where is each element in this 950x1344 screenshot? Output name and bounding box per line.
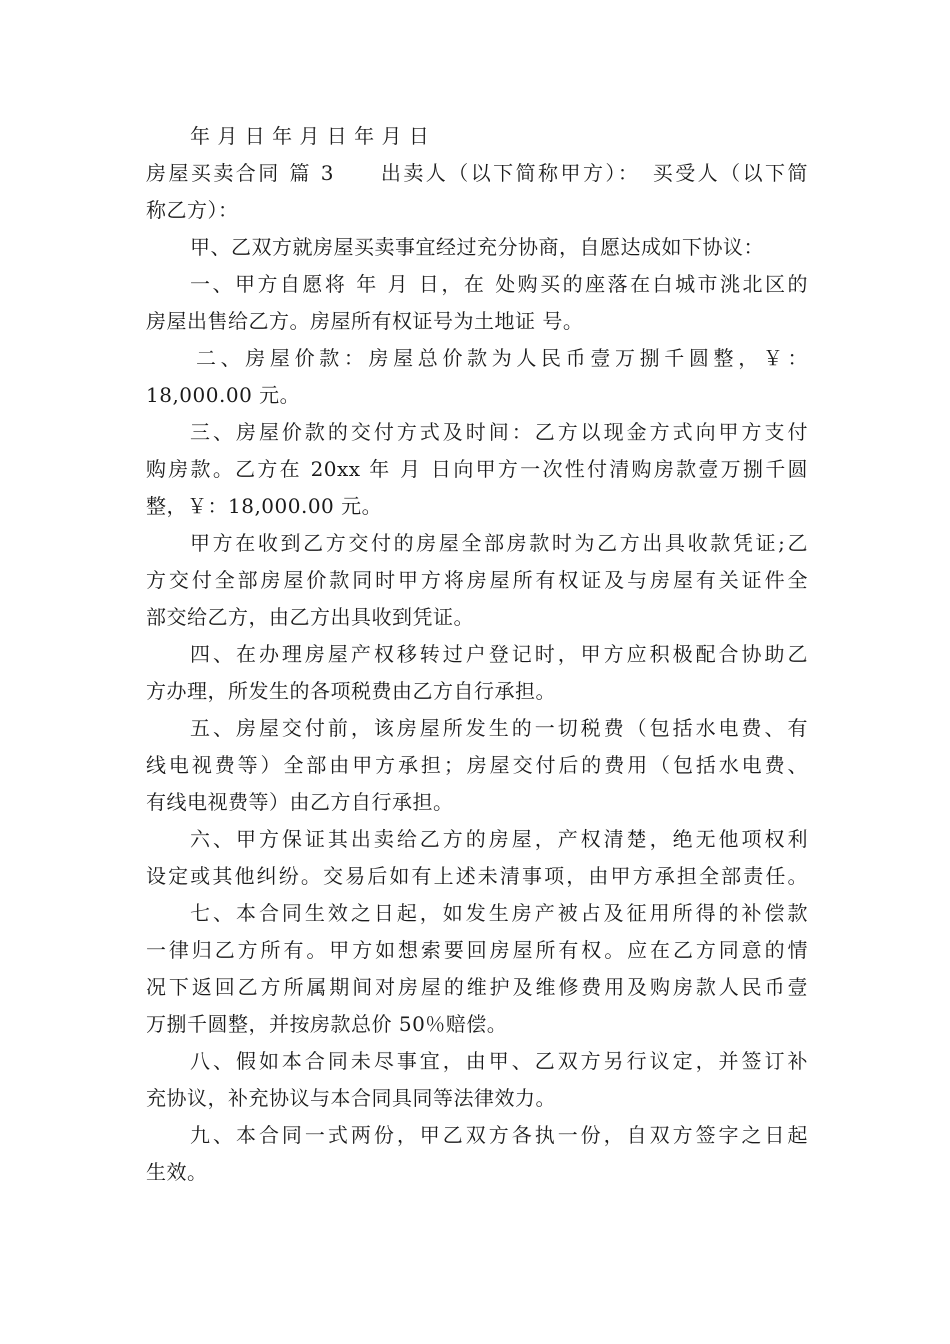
text-line: 购房款。乙方在 20xx 年 月 日向甲方一次性付清购房款壹万捌千圆 [146, 457, 808, 481]
text-line: 充协议，补充协议与本合同具同等法律效力。 [146, 1086, 556, 1110]
clause-2-line: 二、房屋价款：房屋总价款为人民币壹万捌千圆整，￥： [196, 346, 808, 370]
clause-5-line: 五、房屋交付前，该房屋所发生的一切税费（包括水电费、有 [190, 716, 808, 740]
text-line: 生效。 [146, 1160, 208, 1184]
text-line: 万捌千圆整，并按房款总价 50％赔偿。 [146, 1012, 508, 1036]
text-line: 部交给乙方，由乙方出具收到凭证。 [146, 605, 474, 629]
text-line: 称乙方）： [146, 198, 239, 222]
text-line: 方交付全部房屋价款同时甲方将房屋所有权证及与房屋有关证件全 [146, 568, 808, 592]
text-line: 线电视费等）全部由甲方承担；房屋交付后的费用（包括水电费、 [146, 753, 808, 777]
clause-8-line: 八、假如本合同未尽事宜，由甲、乙双方另行议定，并签订补 [190, 1049, 808, 1073]
clause-6-line: 六、甲方保证其出卖给乙方的房屋，产权清楚，绝无他项权利 [190, 827, 808, 851]
text-line: 18,000.00 元。 [146, 383, 301, 407]
text-line: 设定或其他纠纷。交易后如有上述未清事项，由甲方承担全部责任。 [146, 864, 808, 888]
clause-4-line: 四、在办理房屋产权移转过户登记时，甲方应积极配合协助乙 [190, 642, 808, 666]
clause-7-line: 七、本合同生效之日起，如发生房产被占及征用所得的补偿款 [190, 901, 808, 925]
text-line: 有线电视费等）由乙方自行承担。 [146, 790, 454, 814]
text-line: 甲方在收到乙方交付的房屋全部房款时为乙方出具收款凭证;乙 [190, 531, 808, 555]
text-line: 方办理，所发生的各项税费由乙方自行承担。 [146, 679, 556, 703]
clause-3-line: 三、房屋价款的交付方式及时间：乙方以现金方式向甲方支付 [190, 420, 808, 444]
text-line: 房屋出售给乙方。房屋所有权证号为土地证 号。 [146, 309, 584, 333]
date-line: 年 月 日 年 月 日 年 月 日 [190, 124, 430, 148]
text-line: 整，￥：18,000.00 元。 [146, 494, 383, 518]
text-line: 况下返回乙方所属期间对房屋的维护及维修费用及购房款人民币壹 [146, 975, 808, 999]
clause-1-line: 一、甲方自愿将 年 月 日，在 处购买的座落在白城市洮北区的 [190, 272, 808, 296]
contract-heading-line: 房屋买卖合同 篇 3 出卖人（以下简称甲方）： 买受人（以下简 [146, 161, 808, 185]
text-line: 甲、乙双方就房屋买卖事宜经过充分协商，自愿达成如下协议： [190, 235, 764, 259]
document-body [146, 118, 808, 1191]
text-line: 一律归乙方所有。甲方如想索要回房屋所有权。应在乙方同意的情 [146, 938, 808, 962]
clause-9-line: 九、本合同一式两份，甲乙双方各执一份，自双方签字之日起 [190, 1123, 808, 1147]
